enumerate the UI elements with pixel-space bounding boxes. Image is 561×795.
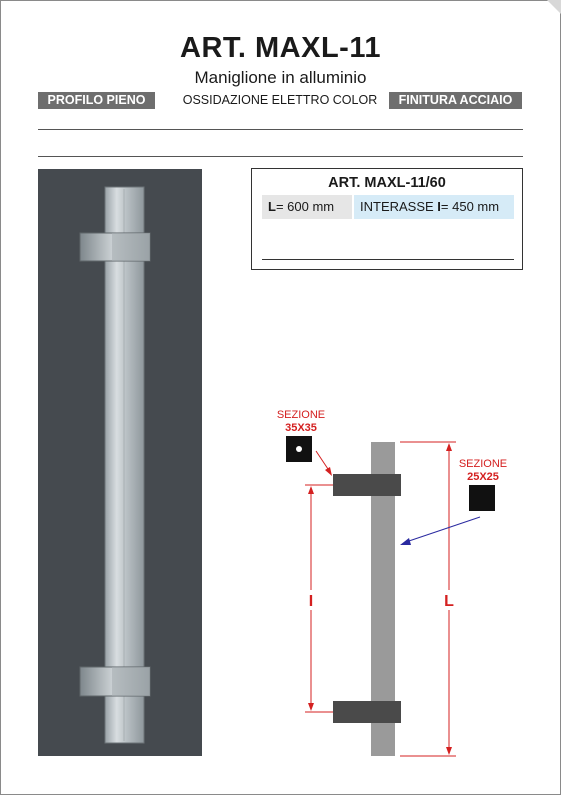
interaxis-prefix: INTERASSE bbox=[360, 199, 438, 214]
profile-tag: PROFILO PIENO bbox=[38, 92, 155, 109]
length-symbol: L bbox=[268, 199, 276, 214]
length-value: = 600 mm bbox=[275, 199, 335, 214]
interaxis-symbol: I bbox=[437, 199, 441, 214]
section-label-35: SEZIONE bbox=[276, 409, 326, 421]
section-size-25: 25X25 bbox=[467, 471, 499, 483]
anodizing-label: OSSIDAZIONE ELETTRO COLOR bbox=[182, 93, 378, 107]
spec-model: ART. MAXL-11/60 bbox=[328, 175, 446, 191]
arrow-blue bbox=[400, 538, 411, 545]
product-title: ART. MAXL-11 bbox=[180, 32, 381, 64]
dim-label-interaxis: I bbox=[308, 593, 314, 610]
arrow-red bbox=[325, 467, 332, 476]
product-subtitle: Maniglione in alluminio bbox=[194, 68, 367, 87]
section-square-25 bbox=[469, 485, 495, 511]
interaxis-value: = 450 mm bbox=[440, 199, 500, 214]
drawing-standoff-top bbox=[333, 474, 401, 496]
section-hole-icon bbox=[296, 446, 302, 452]
section-size-35: 35X35 bbox=[285, 422, 317, 434]
drawing-standoff-bottom bbox=[333, 701, 401, 723]
dim-label-length: L bbox=[444, 593, 454, 610]
section-label-25: SEZIONE bbox=[458, 458, 508, 470]
finish-tag: FINITURA ACCIAIO bbox=[389, 92, 522, 109]
